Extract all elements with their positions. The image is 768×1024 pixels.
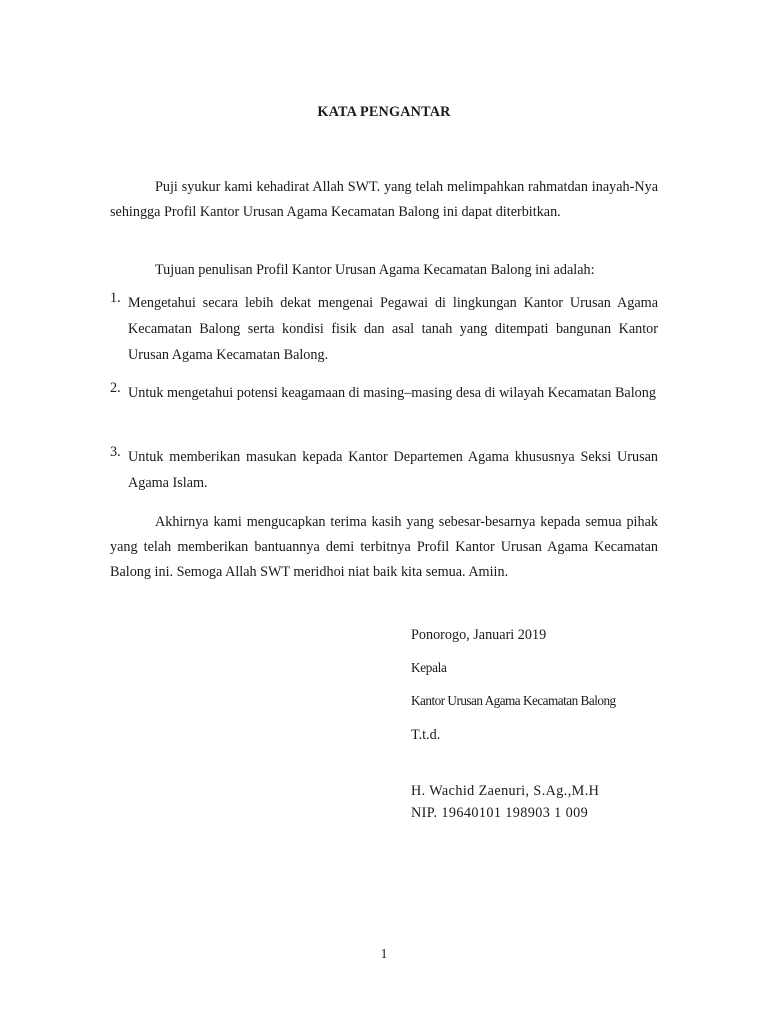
list-item-number: 1. bbox=[110, 290, 121, 306]
list-item-text: Untuk memberikan masukan kepada Kantor Departemen Agama khususnya Seksi Urusan Agama Islam. bbox=[128, 449, 658, 491]
purpose-paragraph: Tujuan penulisan Profil Kantor Urusan Agama Kecamatan Balong ini adalah: bbox=[155, 262, 595, 278]
list-item-text: Mengetahui secara lebih dekat mengenai Pegawai di lingkungan Kantor Urusan Agama Kecamatan Balong serta kondisi fisik dan asal tanah yang ditempati bangunan Kantor Urusan Agama Kecamatan Balong. bbox=[128, 295, 658, 363]
signature-nip: NIP. 19640101 198903 1 009 bbox=[411, 805, 589, 821]
list-item bbox=[110, 290, 658, 368]
signature-name: H. Wachid Zaenuri, S.Ag.,M.H bbox=[411, 783, 600, 799]
signature-position: Kepala bbox=[411, 660, 447, 675]
list-item-text: Untuk mengetahui potensi keagamaan di masing–masing desa di wilayah Kecamatan Balong bbox=[128, 385, 656, 401]
list-item-number: 2. bbox=[110, 380, 121, 396]
signature-ttd: T.t.d. bbox=[411, 727, 441, 743]
page-title: KATA PENGANTAR bbox=[317, 104, 451, 120]
list-item-number: 3. bbox=[110, 444, 121, 460]
page-number: 1 bbox=[380, 946, 388, 961]
intro-paragraph: Puji syukur kami kehadirat Allah SWT. yang telah melimpahkan rahmatdan inayah-Nya sehingga Profil Kantor Urusan Agama Kecamatan Balong ini dapat diterbitkan. bbox=[110, 179, 658, 220]
list-item bbox=[110, 444, 658, 496]
list-item bbox=[110, 380, 658, 406]
closing-paragraph: Akhirnya kami mengucapkan terima kasih yang sebesar-besarnya kepada semua pihak yang telah memberikan bantuannya demi terbitnya Profil Kantor Urusan Agama Kecamatan Balong ini. Semoga Allah SWT meridhoi niat baik kita semua. Amiin. bbox=[110, 514, 658, 580]
signature-place-date: Ponorogo, Januari 2019 bbox=[411, 627, 547, 643]
signature-office: Kantor Urusan Agama Kecamatan Balong bbox=[411, 693, 616, 708]
